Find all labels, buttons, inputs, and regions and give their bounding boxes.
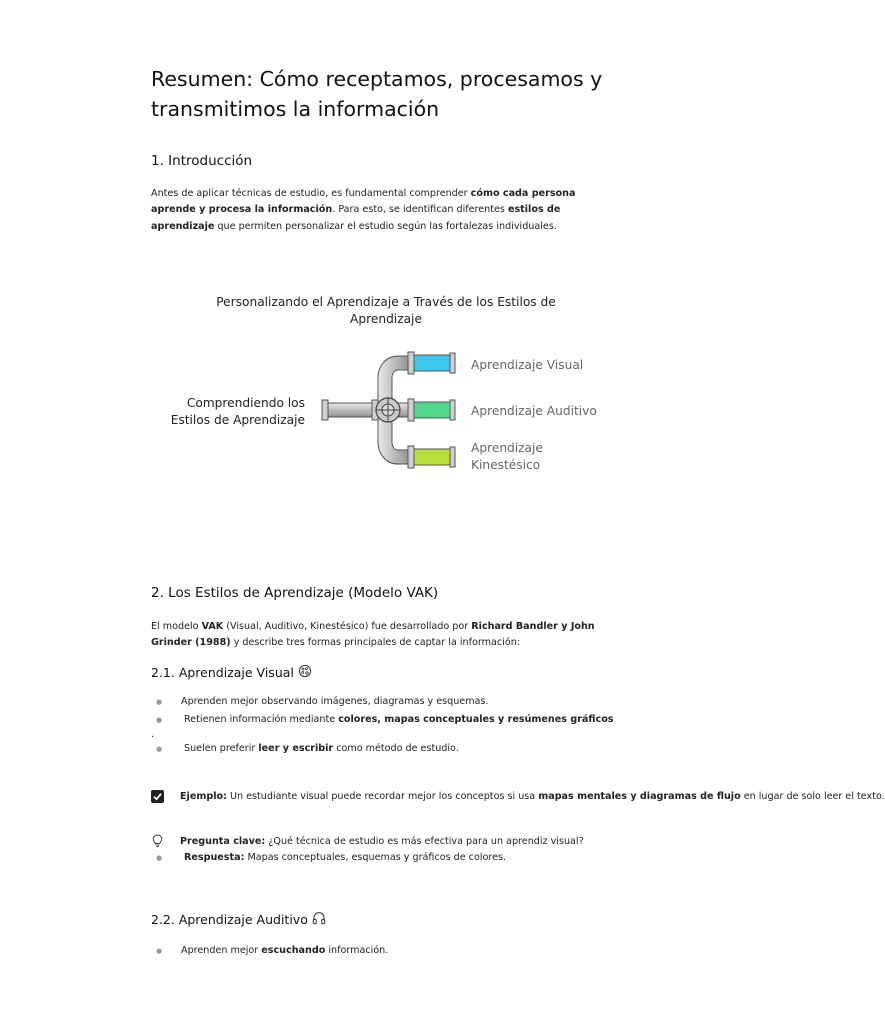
page-title: Resumen: Cómo receptamos, procesamos y transmitimos la información: [151, 67, 603, 121]
bullet-dot: ●: [156, 745, 163, 753]
branch-label-visual: Aprendizaje Visual: [471, 358, 584, 372]
stray-period: .: [151, 729, 155, 740]
subsection-heading-visual: 2.1. Aprendizaje Visual: [151, 664, 312, 683]
subsection-heading-auditivo: 2.2. Aprendizaje Auditivo: [151, 911, 326, 930]
bullet-dot: ●: [156, 947, 163, 955]
intro-paragraph: Antes de aplicar técnicas de estudio, es fundamental comprender cómo cada persona aprende y procesa la información. Para esto, se identifican diferentes estilos de aprendizaje que permiten personalizar el estudio según las fortalezas individuales.: [151, 188, 576, 232]
headphones-icon: [312, 911, 326, 930]
bullet-dot: ●: [156, 698, 163, 706]
pipe-flange: [408, 446, 414, 468]
outlet-visual: [414, 355, 452, 371]
section-heading-introduccion: 1. Introducción: [151, 153, 253, 169]
branch-label-auditivo: Aprendizaje Auditivo: [471, 404, 597, 418]
diagram-title: Personalizando el Aprendizaje a Través de los Estilos de Aprendizaje: [216, 295, 556, 326]
vak-paragraph: El modelo VAK (Visual, Auditivo, Kinestésico) fue desarrollado por Richard Bandler y John Grinder (1988) y describe tres formas principales de captar la información:: [151, 621, 595, 649]
pipe-flange: [408, 399, 414, 421]
bullet-dot: ●: [156, 716, 163, 724]
pipe-flange: [450, 400, 455, 420]
pipe-flange: [450, 447, 455, 467]
pipe-inlet: [324, 403, 376, 417]
diagram-source-label: Comprendiendo los Estilos de Aprendizaje: [170, 396, 305, 427]
pipe-flange: [450, 353, 455, 373]
branch-label-kinestesico: Aprendizaje Kinestésico: [471, 441, 543, 472]
bullet-dot: ●: [156, 854, 163, 862]
pipe-flange: [408, 352, 414, 374]
outlet-auditivo: [414, 402, 452, 418]
outlet-kinestesico: [414, 449, 452, 465]
pipe-flange: [322, 400, 328, 420]
palette-icon: [298, 664, 312, 683]
check-box-icon: [151, 790, 164, 809]
pipe-diagram: [320, 348, 460, 472]
section-heading-vak: 2. Los Estilos de Aprendizaje (Modelo VAK): [151, 585, 439, 601]
